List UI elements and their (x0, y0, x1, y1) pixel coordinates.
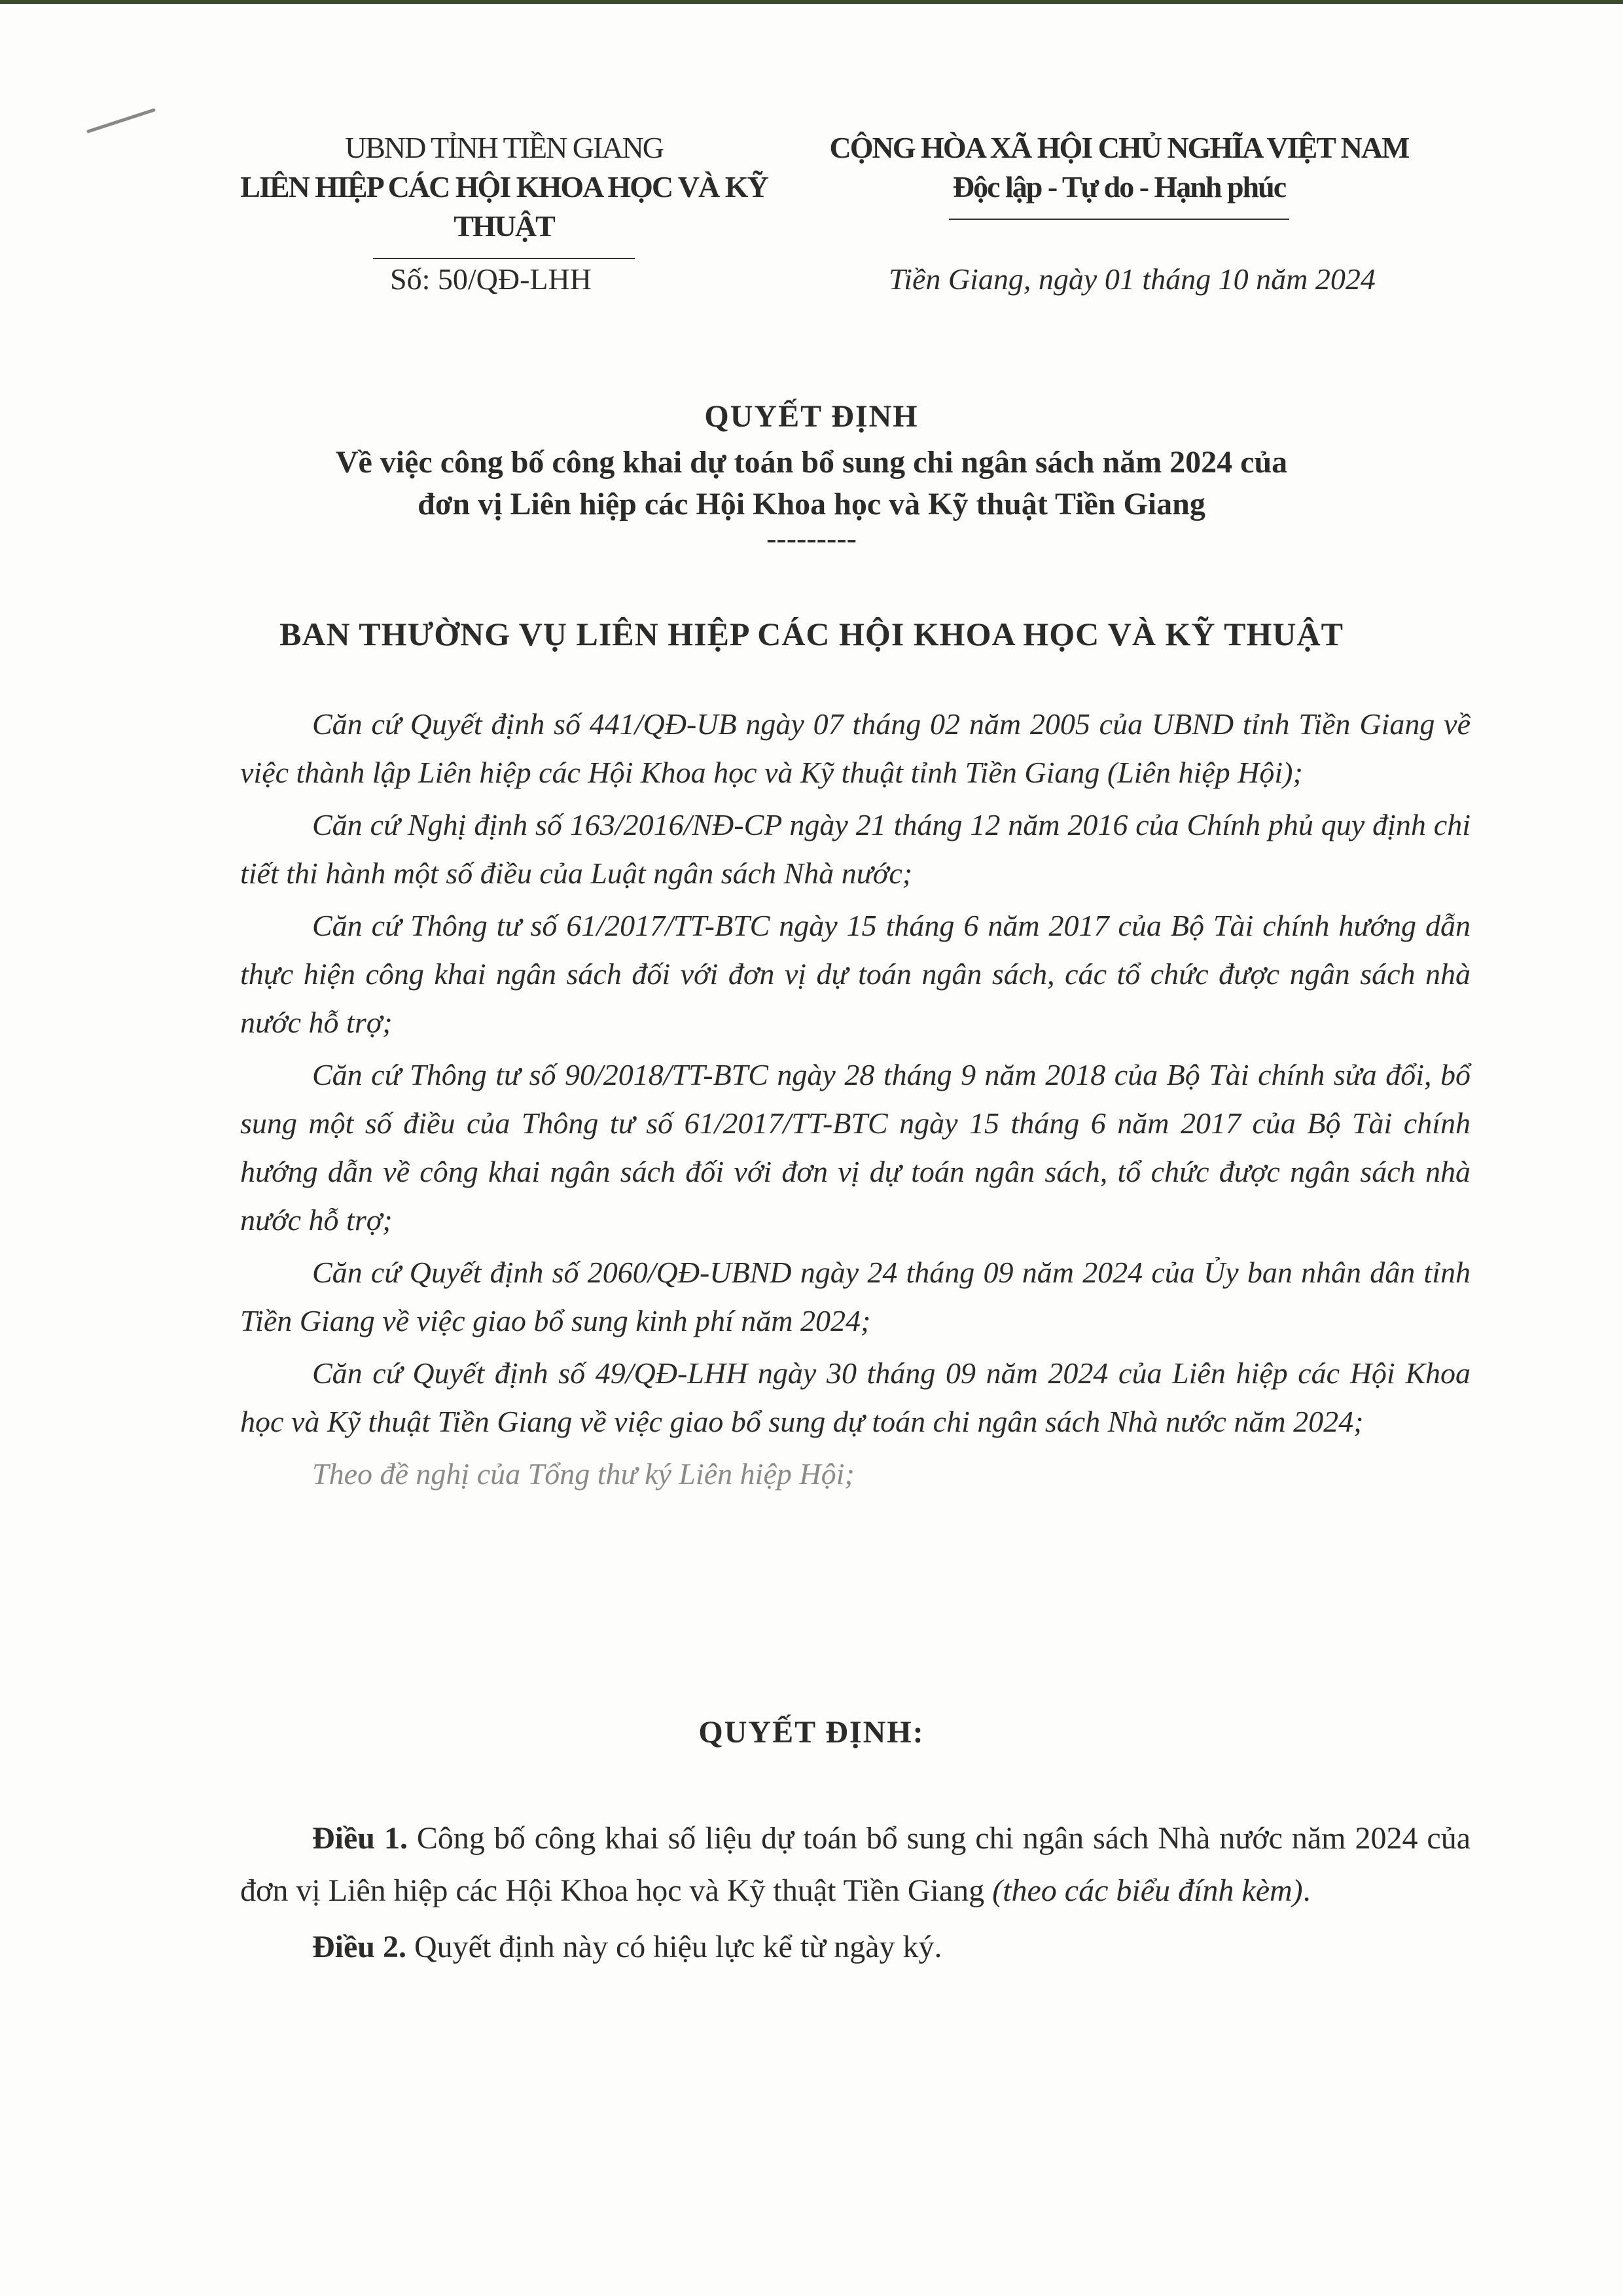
articles-section (240, 1812, 1471, 1977)
article-2-label: Điều 2. (312, 1930, 406, 1964)
article-1-label: Điều 1. (312, 1821, 408, 1856)
legal-basis-item: Căn cứ Thông tư số 90/2018/TT-BTC ngày 28 tháng 9 năm 2018 của Bộ Tài chính sửa đổi, bổ sung một số điều của Thông tư số 61/2017/TT-BTC ngày 15 tháng 6 năm 2017 của Bộ Tài chính hướng dẫn về công khai ngân sách đối với đơn vị dự toán ngân sách, tổ chức được ngân sách nhà nước hỗ trợ; (240, 1058, 1471, 1237)
decision-heading: QUYẾT ĐỊNH: (698, 1715, 925, 1750)
organization-name: LIÊN HIỆP CÁC HỘI KHOA HỌC VÀ KỸ THUẬT (240, 170, 768, 243)
document-title: QUYẾT ĐỊNH (704, 399, 919, 434)
country-name: CỘNG HÒA XÃ HỘI CHỦ NGHĨA VIỆT NAM (829, 131, 1409, 164)
article-1 (240, 1812, 1471, 1917)
document-number: Số: 50/QĐ-LHH (390, 262, 592, 296)
legal-basis-section (240, 700, 1471, 1502)
pen-stroke-mark (86, 108, 156, 133)
article-2 (240, 1921, 1471, 1973)
legal-basis-item: Căn cứ Nghị định số 163/2016/NĐ-CP ngày 21 tháng 12 năm 2016 của Chính phủ quy định chi tiết thi hành một số điều của Luật ngân sách Nhà nước; (240, 808, 1471, 890)
legal-basis-item: Theo đề nghị của Tổng thư ký Liên hiệp Hội; (312, 1457, 855, 1491)
issuing-agency-block (196, 128, 812, 259)
subject-line-2: đơn vị Liên hiệp các Hội Khoa học và Kỹ thuật Tiền Giang (418, 487, 1205, 521)
title-separator: --------- (766, 521, 857, 555)
legal-basis-item: Căn cứ Quyết định số 49/QĐ-LHH ngày 30 tháng 09 năm 2024 của Liên hiệp các Hội Khoa học và Kỹ thuật Tiền Giang về việc giao bổ sung dự toán chi ngân sách Nhà nước năm 2024; (240, 1356, 1471, 1438)
agency-name: UBND TỈNH TIỀN GIANG (345, 131, 663, 164)
legal-basis-item: Căn cứ Quyết định số 2060/QĐ-UBND ngày 24 tháng 09 năm 2024 của Ủy ban nhân dân tỉnh Tiền Giang về việc giao bổ sung kinh phí năm 2024; (240, 1256, 1471, 1337)
legal-basis-item: Căn cứ Thông tư số 61/2017/TT-BTC ngày 15 tháng 6 năm 2017 của Bộ Tài chính hướng dẫn thực hiện công khai ngân sách đối với đơn vị dự toán ngân sách, các tổ chức được ngân sách nhà nước hỗ trợ; (240, 909, 1471, 1039)
article-2-text: Quyết định này có hiệu lực kể từ ngày ký. (406, 1930, 942, 1964)
motto-underline (949, 219, 1289, 220)
national-header-block (812, 128, 1427, 220)
national-motto: Độc lập - Tự do - Hạnh phúc (952, 170, 1286, 203)
agency-underline (373, 258, 635, 259)
top-border (0, 0, 1623, 4)
legal-basis-item: Căn cứ Quyết định số 441/QĐ-UB ngày 07 tháng 02 năm 2005 của UBND tỉnh Tiền Giang về việc thành lập Liên hiệp các Hội Khoa học và Kỹ thuật tỉnh Tiền Giang (Liên hiệp Hội); (240, 707, 1471, 789)
subject-line-1: Về việc công bố công khai dự toán bổ sung chi ngân sách năm 2024 của (335, 445, 1288, 480)
date-line: Tiền Giang, ngày 01 tháng 10 năm 2024 (889, 262, 1376, 296)
article-1-text: Công bố công khai số liệu dự toán bổ sung chi ngân sách Nhà nước năm 2024 của đơn vị Liên hiệp các Hội Khoa học và Kỹ thuật Tiền Giang (240, 1821, 1471, 1908)
article-1-end: . (1302, 1873, 1311, 1908)
article-1-note: (theo các biểu đính kèm) (992, 1873, 1303, 1908)
issuing-body: BAN THƯỜNG VỤ LIÊN HIỆP CÁC HỘI KHOA HỌC VÀ KỸ THUẬT (279, 616, 1344, 652)
title-block (196, 396, 1427, 555)
